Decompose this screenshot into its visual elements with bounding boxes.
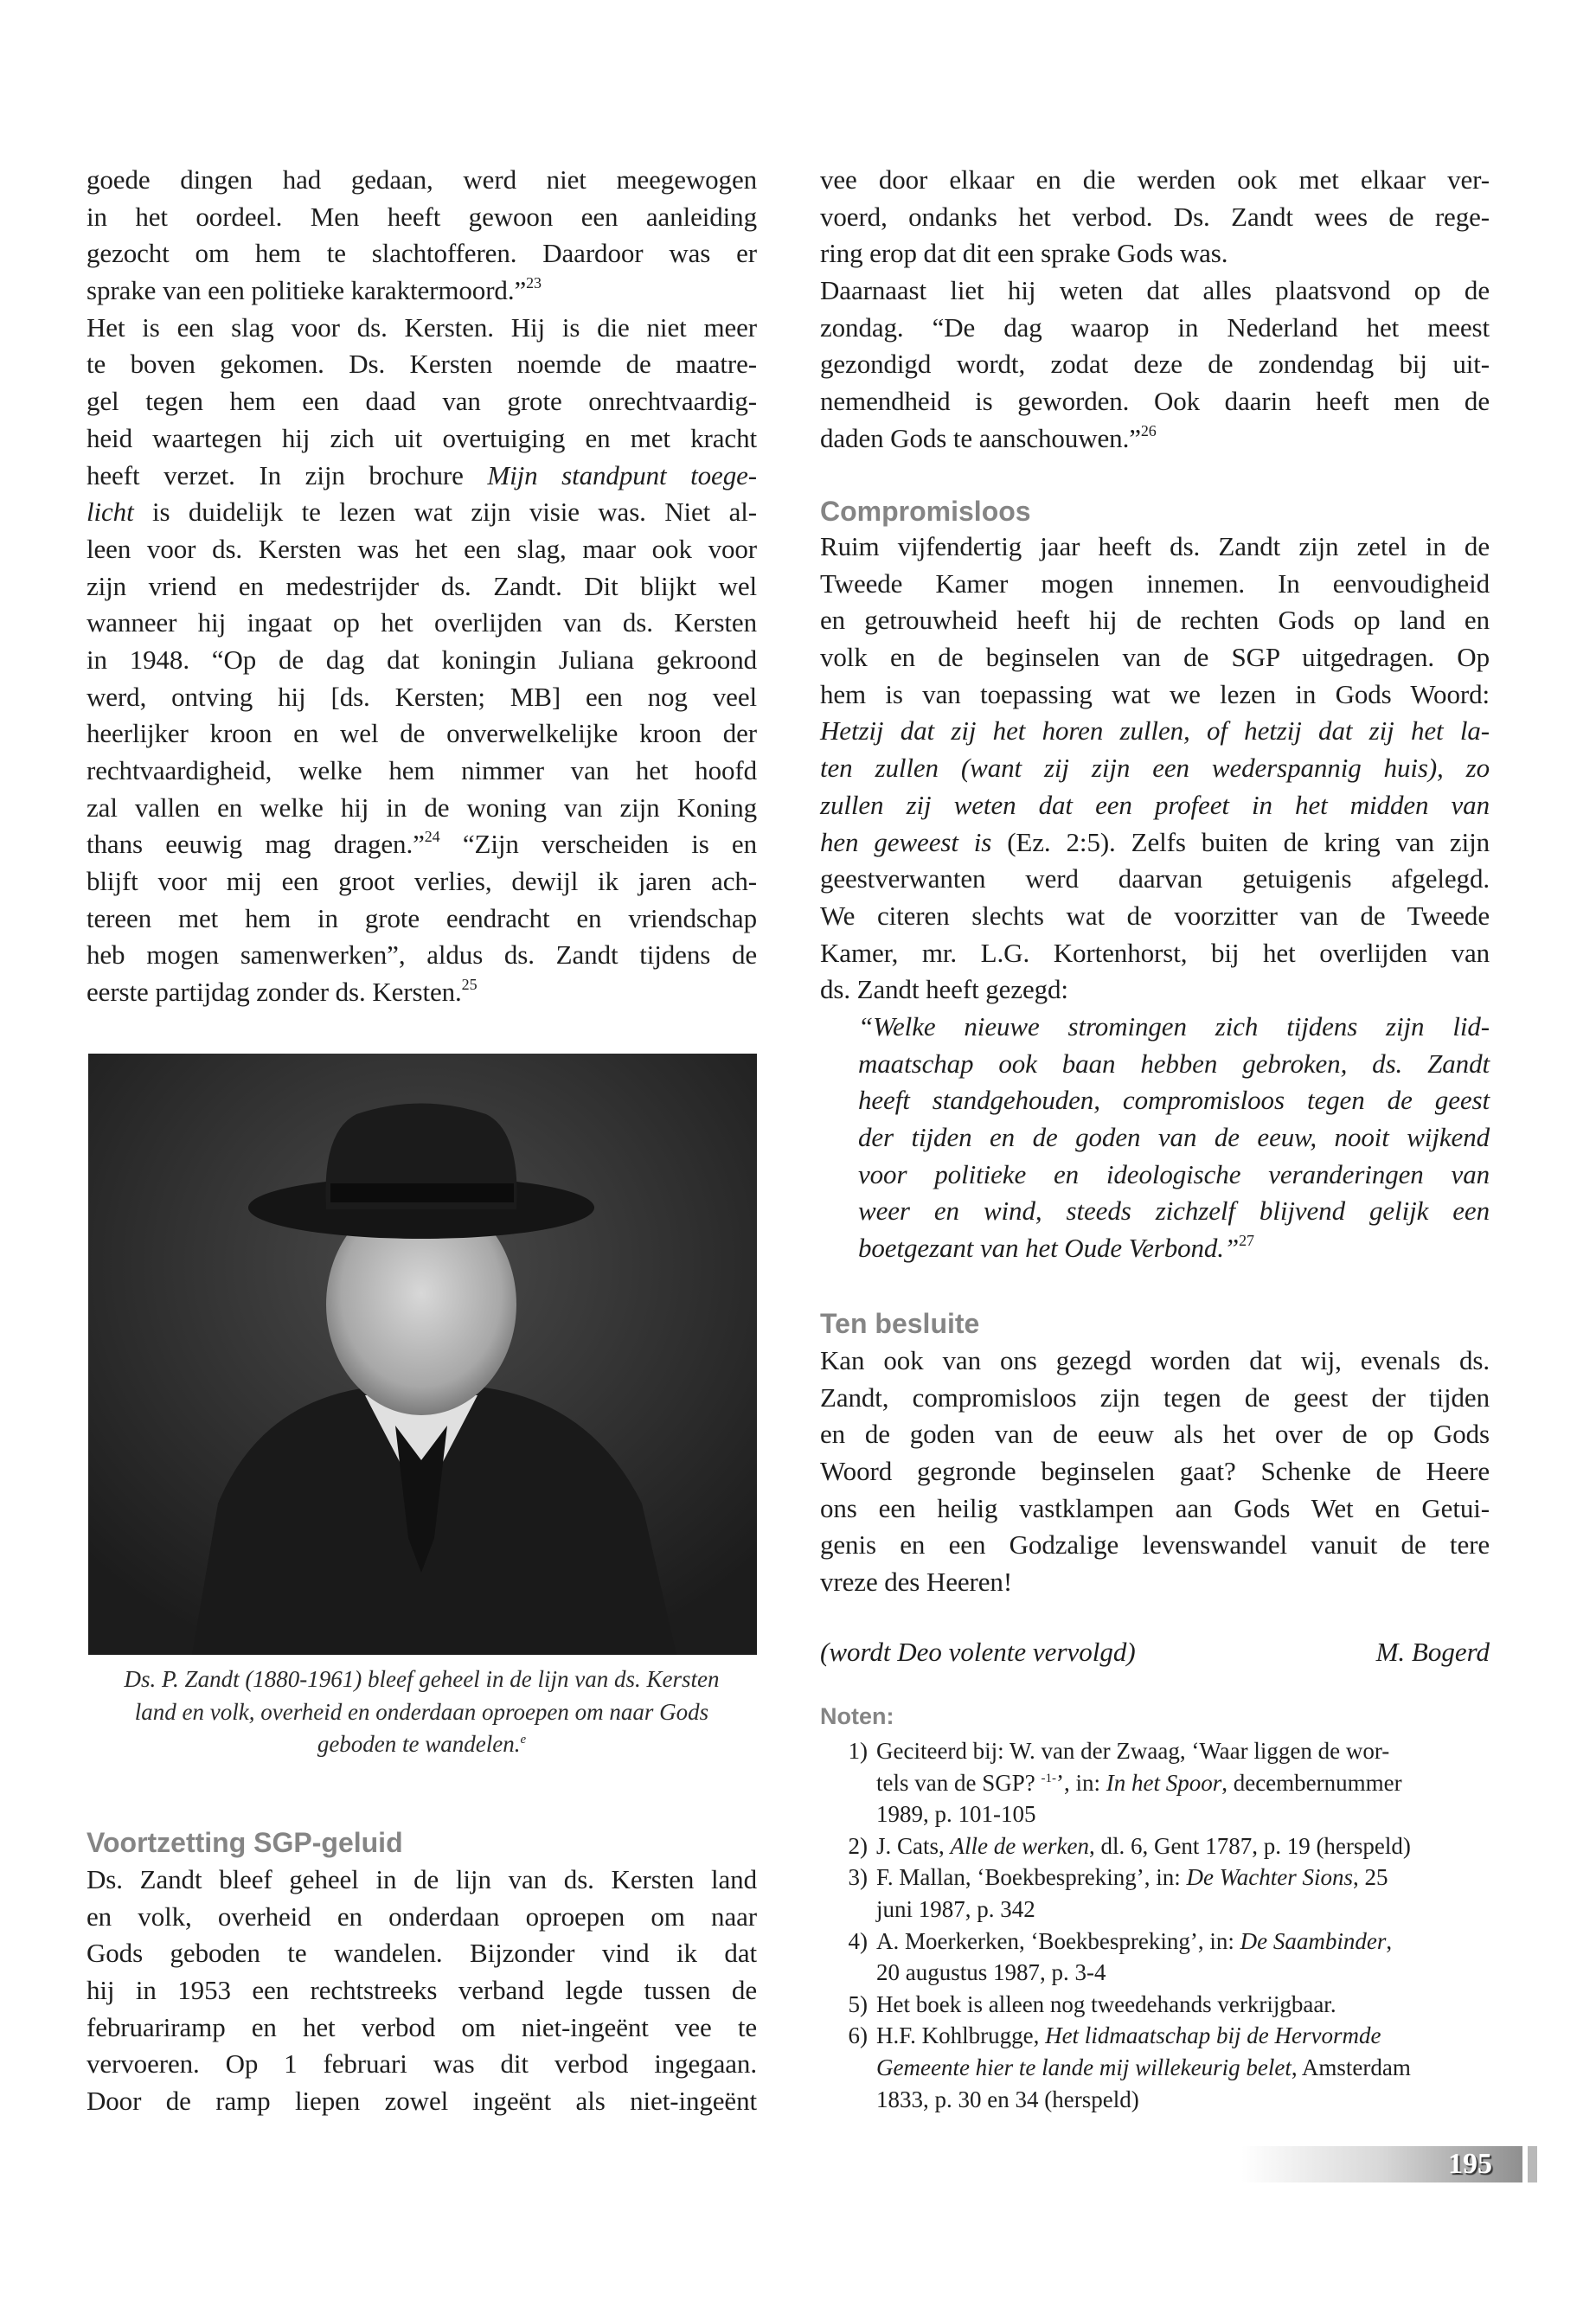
text-line — [876, 2022, 1381, 2048]
text-line — [87, 162, 757, 199]
text-segment: der tijden en de goden van de eeuw, nooit wijkend — [858, 1122, 1490, 1153]
footnote-ref: 23 — [526, 274, 542, 292]
section-heading-ten-besluite: Ten besluite — [820, 1308, 980, 1339]
compromisloos-body-text — [820, 529, 1490, 1009]
note-item — [820, 1862, 1490, 1894]
text-segment: juni 1987, p. 342 — [876, 1895, 1035, 1922]
note-number — [820, 1957, 868, 1989]
text-segment: boetgezant van het Oude Verbond.” — [858, 1233, 1240, 1264]
text-line — [820, 713, 1490, 750]
text-segment: gel tegen hem een daad van grote onrechtvaardig- — [87, 386, 757, 417]
text-line — [858, 1230, 1490, 1267]
paragraph — [87, 310, 757, 1011]
text-segment: zal vallen en welke hij in de woning van zijn Koning — [87, 792, 757, 823]
text-segment: rechtvaardigheid, welke hem nimmer van het hoofd — [87, 755, 757, 785]
author-name: M. Bogerd — [1375, 1637, 1490, 1667]
text-line — [87, 2046, 757, 2083]
text-line — [820, 1416, 1490, 1453]
text-segment: maatschap ook baan hebben gebroken, ds. Zandt — [858, 1048, 1490, 1079]
text-segment: Alle de werken — [950, 1832, 1089, 1859]
text-segment: zullen zij weten dat een profeet in het midden van — [820, 789, 1490, 820]
text-segment: Daarnaast liet hij weten dat alles plaatsvond op de — [820, 275, 1490, 306]
text-segment: goede dingen had gedaan, werd niet meegewogen — [87, 164, 757, 195]
note-number: 4) — [848, 1927, 868, 1954]
text-segment: heid waartegen hij zich uit overtuiging en met kracht — [87, 422, 757, 453]
ten-besluite-body-text — [820, 1343, 1490, 1601]
text-segment: J. Cats, — [876, 1832, 951, 1859]
text-segment: hem is van toepassing wat we lezen in Gods Woord: — [820, 678, 1490, 709]
note-number — [820, 2084, 868, 2116]
note-number: 2) — [848, 1832, 868, 1859]
note-item — [820, 1735, 1490, 1767]
text-line — [87, 642, 757, 679]
caption-line: Ds. P. Zandt (1880-1961) bleef geheel in de lijn van ds. Kersten — [124, 1666, 720, 1692]
text-line — [876, 1928, 1392, 1954]
text-segment: thans eeuwig mag dragen.” — [87, 829, 425, 860]
footnote-ref: 25 — [461, 976, 478, 994]
text-line — [87, 826, 757, 863]
text-segment: Het lidmaatschap bij de Hervormde — [1045, 2022, 1381, 2049]
text-line — [820, 1453, 1490, 1490]
note-text — [868, 2084, 1490, 2116]
text-line — [820, 861, 1490, 898]
note-item — [820, 1926, 1490, 1958]
caption-footnote-ref: e — [520, 1733, 527, 1747]
text-segment: heerlijker kroon en wel de onverwelkelijke kroon der — [87, 718, 757, 749]
note-item — [820, 1830, 1490, 1862]
text-segment: hen geweest is — [820, 826, 992, 857]
text-line — [87, 420, 757, 458]
text-line — [820, 1490, 1490, 1528]
note-text — [868, 1957, 1490, 1989]
voortzetting-body-text — [87, 1862, 757, 2120]
note-item — [820, 2052, 1490, 2084]
section-heading-voortzetting: Voortzetting SGP-geluid — [87, 1827, 403, 1858]
text-line — [820, 235, 1490, 272]
page-number: 195 — [1448, 2148, 1492, 2180]
note-item — [820, 1798, 1490, 1830]
caption-line: geboden te wandelen. — [317, 1731, 521, 1758]
to-be-continued: (wordt Deo volente vervolgd) — [820, 1637, 1136, 1667]
text-segment: nemendheid is geworden. Ook daarin heeft men de — [820, 386, 1490, 417]
text-segment: Geciteerd bij: W. van der Zwaag, ‘Waar liggen de wor- — [876, 1738, 1390, 1764]
text-line — [87, 494, 757, 531]
text-segment: vervoeren. Op 1 februari was dit verbod ingegaan. — [87, 2048, 757, 2080]
note-item — [820, 1894, 1490, 1926]
text-segment: , 25 — [1353, 1864, 1388, 1891]
note-text — [868, 2020, 1490, 2052]
text-segment: februariramp en het verbod om niet-ingeënt vee te — [87, 2011, 757, 2042]
note-number — [820, 1894, 868, 1926]
text-segment: daden Gods te aanschouwen.” — [820, 422, 1141, 453]
text-segment: zondag. “De dag waarop in Nederland het meest — [820, 311, 1490, 343]
text-segment: heb mogen samenwerken”, aldus ds. Zandt tijdens de — [87, 939, 757, 971]
text-segment: We citeren slechts wat de voorzitter van de Tweede — [820, 900, 1490, 931]
text-segment: heeft standgehouden, compromisloos tegen de geest — [858, 1085, 1490, 1116]
text-segment: gezocht om hem te slachtofferen. Daardoor was er — [87, 238, 757, 269]
footnote-ref: 26 — [1140, 421, 1157, 439]
text-segment: Het boek is alleen nog tweedehands verkrijgbaar. — [876, 1990, 1336, 2017]
notes-list — [820, 1735, 1490, 2115]
text-segment: geestverwanten werd daarvan getuigenis afgelegd. — [820, 863, 1490, 894]
text-segment: “Welke nieuwe stromingen zich tijdens zijn lid- — [858, 1011, 1490, 1042]
caption-line: land en volk, overheid en onderdaan oproepen om naar Gods — [134, 1698, 709, 1725]
text-line — [87, 531, 757, 568]
text-segment: in 1948. “Op de dag dat koningin Juliana gekroond — [87, 644, 757, 675]
text-segment: sprake van een politieke karaktermoord.” — [87, 275, 527, 306]
footnote-ref: -1- — [1041, 1771, 1056, 1785]
text-segment: ten zullen (want zij zijn een wederspannig huis), zo — [820, 753, 1490, 784]
text-line — [87, 1899, 757, 1936]
text-line — [820, 1564, 1490, 1601]
text-line — [87, 199, 757, 236]
text-line — [87, 679, 757, 716]
text-line — [820, 639, 1490, 676]
text-segment: In het Spoor — [1106, 1769, 1222, 1796]
page-bar-accent — [1528, 2146, 1537, 2182]
section-heading-compromisloos: Compromisloos — [820, 496, 1031, 527]
text-line — [876, 1833, 1411, 1859]
text-segment: De Wachter Sions — [1186, 1864, 1354, 1891]
text-line — [858, 1082, 1490, 1119]
text-segment: zijn vriend en medestrijder ds. Zandt. Dit blijkt wel — [87, 570, 757, 601]
text-segment: Gods geboden te wandelen. Bijzonder vind ik dat — [87, 1938, 757, 1969]
note-number: 3) — [848, 1864, 868, 1891]
note-text — [868, 1894, 1490, 1926]
text-segment: (Ez. 2:5). Zelfs buiten de kring van zijn — [991, 826, 1490, 857]
text-segment: ds. Zandt heeft gezegd: — [820, 974, 1068, 1005]
page-number-bar — [1241, 2146, 1522, 2182]
text-segment: eerste partijdag zonder ds. Kersten. — [87, 977, 462, 1008]
text-segment: 1833, p. 30 en 34 (herspeld) — [876, 2086, 1139, 2112]
text-line — [87, 863, 757, 901]
text-line — [820, 750, 1490, 787]
text-segment: te boven gekomen. Ds. Kersten noemde de maatre- — [87, 349, 757, 380]
text-line — [876, 2054, 1411, 2080]
text-line — [820, 898, 1490, 935]
portrait-image — [88, 1054, 757, 1655]
note-number: 1) — [848, 1738, 868, 1764]
text-segment: Het is een slag voor ds. Kersten. Hij is die niet meer — [87, 311, 757, 343]
paragraph — [820, 162, 1490, 272]
text-line — [876, 1801, 1036, 1827]
text-line — [87, 235, 757, 272]
text-segment: blijft voor mij een groot verlies, dewijl ik jaren ach- — [87, 866, 757, 897]
text-segment: Mijn standpunt toege- — [487, 459, 757, 490]
text-line — [87, 2009, 757, 2047]
text-line — [820, 676, 1490, 714]
text-segment: in het oordeel. Men heeft gewoon een aanleiding — [87, 201, 757, 232]
text-line — [820, 971, 1490, 1009]
text-segment: Zandt, compromisloos zijn tegen de geest der tijden — [820, 1381, 1490, 1413]
text-segment: Kan ook van ons gezegd worden dat wij, evenals ds. — [820, 1345, 1490, 1375]
text-segment: H.F. Kohlbrugge, — [876, 2022, 1046, 2049]
text-segment: en getrouwheid heeft hij de rechten Gods op land en — [820, 605, 1490, 636]
text-line — [820, 529, 1490, 566]
text-segment: voor politieke en ideologische veranderingen van — [858, 1158, 1490, 1189]
text-line — [820, 1527, 1490, 1564]
text-line — [87, 2083, 757, 2120]
text-line — [87, 568, 757, 606]
text-line — [820, 1380, 1490, 1417]
right-body-text — [820, 162, 1490, 458]
text-segment: vreze des Heeren! — [820, 1567, 1013, 1598]
text-segment: Tweede Kamer mogen innemen. In eenvoudigheid — [820, 567, 1490, 599]
note-text — [868, 1989, 1490, 2021]
text-line — [876, 1738, 1389, 1764]
kortenhorst-quote — [858, 1009, 1490, 1267]
text-segment: ’, in: — [1055, 1769, 1106, 1796]
text-line — [87, 937, 757, 974]
paragraph — [87, 1862, 757, 2120]
text-line — [820, 420, 1490, 458]
text-segment: Hetzij dat zij het horen zullen, of hetzij dat zij het la- — [820, 715, 1490, 747]
text-line — [858, 1009, 1490, 1046]
text-segment: en volk, overheid en onderdaan oproepen om naar — [87, 1900, 757, 1932]
text-line — [87, 715, 757, 753]
left-body-text — [87, 162, 757, 1011]
text-segment: 20 augustus 1987, p. 3-4 — [876, 1959, 1106, 1986]
notes-heading: Noten: — [820, 1703, 894, 1729]
text-line — [820, 383, 1490, 420]
paragraph — [87, 162, 757, 310]
text-segment: Gemeente hier te lande mij willekeurig belet — [876, 2054, 1292, 2080]
text-segment: gezondigd wordt, zodat deze de zondendag bij uit- — [820, 349, 1490, 380]
text-line — [820, 346, 1490, 383]
note-number — [820, 1798, 868, 1830]
text-line — [858, 1119, 1490, 1157]
text-line — [820, 824, 1490, 862]
note-text — [868, 1830, 1490, 1862]
text-segment: , Amsterdam — [1291, 2054, 1411, 2080]
note-number: 5) — [848, 1990, 868, 2017]
text-segment: F. Mallan, ‘Boekbespreking’, in: — [876, 1864, 1187, 1891]
text-segment: werd, ontving hij [ds. Kersten; MB] een nog veel — [87, 681, 757, 712]
text-segment: Door de ramp liepen zowel ingeënt als niet-ingeënt — [87, 2086, 757, 2117]
text-segment: vee door elkaar en die werden ook met elkaar ver- — [820, 164, 1490, 195]
text-segment: , — [1386, 1927, 1393, 1954]
text-line — [87, 1972, 757, 2009]
text-segment: , dl. 6, Gent 1787, p. 19 (herspeld) — [1088, 1832, 1411, 1859]
paragraph — [820, 529, 1490, 1009]
text-line — [87, 1935, 757, 1972]
photo-caption — [87, 1663, 757, 1761]
text-segment: A. Moerkerken, ‘Boekbespreking’, in: — [876, 1927, 1240, 1954]
text-segment: Ruim vijfendertig jaar heeft ds. Zandt zijn zetel in de — [820, 531, 1490, 561]
note-text — [868, 1862, 1490, 1894]
text-line — [858, 1193, 1490, 1230]
text-line — [820, 162, 1490, 199]
note-text — [868, 1926, 1490, 1958]
text-line — [87, 458, 757, 495]
text-line — [876, 1864, 1388, 1890]
text-segment: wanneer hij ingaat op het overlijden van ds. Kersten — [87, 607, 757, 638]
note-text — [868, 1735, 1490, 1767]
portrait-photo — [88, 1054, 757, 1655]
paragraph — [858, 1009, 1490, 1267]
note-number — [820, 1767, 868, 1799]
text-line — [87, 974, 757, 1011]
paragraph — [820, 272, 1490, 457]
text-line — [820, 1343, 1490, 1380]
text-line — [87, 310, 757, 347]
text-segment: ons een heilig vastklampen aan Gods Wet en Getui- — [820, 1492, 1490, 1523]
text-line — [820, 787, 1490, 824]
text-line — [87, 383, 757, 420]
text-segment: tereen met hem in grote eendracht en vriendschap — [87, 902, 757, 933]
text-segment: Woord gegronde beginselen gaat? Schenke de Heere — [820, 1456, 1490, 1487]
text-segment: tels van de SGP? — [876, 1769, 1042, 1796]
text-segment: voerd, ondanks het verbod. Ds. Zandt wees de rege- — [820, 201, 1490, 232]
text-segment: “Zijn verscheiden is en — [439, 829, 757, 860]
text-line — [858, 1157, 1490, 1194]
text-line — [858, 1046, 1490, 1083]
text-segment: ring erop dat dit een sprake Gods was. — [820, 238, 1228, 269]
text-segment: en de goden van de eeuw als het over de op Gods — [820, 1419, 1490, 1450]
note-item — [820, 2084, 1490, 2116]
text-line — [876, 1770, 1402, 1796]
text-line — [87, 790, 757, 827]
text-line — [820, 199, 1490, 236]
note-text — [868, 1767, 1490, 1799]
signature-row — [820, 1633, 1490, 1671]
footnote-ref: 24 — [424, 828, 440, 846]
text-segment: leen voor ds. Kersten was het een slag, maar ook voor — [87, 533, 757, 564]
text-segment: genis en een Godzalige levenswandel vanuit de tere — [820, 1529, 1490, 1561]
text-segment: weer en wind, steeds zichzelf blijvend gelijk een — [858, 1195, 1490, 1227]
text-line — [820, 310, 1490, 347]
note-item — [820, 1767, 1490, 1799]
note-item — [820, 2020, 1490, 2052]
text-line — [87, 346, 757, 383]
note-number: 6) — [848, 2022, 868, 2049]
paragraph — [820, 1343, 1490, 1601]
text-line — [820, 566, 1490, 603]
text-segment: Ds. Zandt bleef geheel in de lijn van ds. Kersten land — [87, 1864, 757, 1894]
text-line — [87, 272, 757, 310]
text-line — [820, 272, 1490, 310]
footnote-ref: 27 — [1239, 1232, 1254, 1250]
text-segment: Kamer, mr. L.G. Kortenhorst, bij het overlijden van — [820, 937, 1490, 968]
note-number — [820, 2052, 868, 2084]
note-text — [868, 1798, 1490, 1830]
text-segment: 1989, p. 101-105 — [876, 1801, 1036, 1828]
text-line — [87, 901, 757, 938]
note-item — [820, 1957, 1490, 1989]
text-line — [876, 1991, 1336, 2017]
text-segment: hij in 1953 een rechtstreeks verband legde tussen de — [87, 1975, 757, 2006]
text-line — [876, 1959, 1106, 1985]
note-item — [820, 1989, 1490, 2021]
text-segment: licht — [87, 497, 134, 528]
text-segment: is duidelijk te lezen wat zijn visie was. Niet al- — [133, 497, 757, 528]
text-segment: , decembernummer — [1221, 1769, 1402, 1796]
text-segment: volk en de beginselen van de SGP uitgedragen. Op — [820, 642, 1490, 673]
text-line — [820, 935, 1490, 972]
text-line — [87, 753, 757, 790]
text-segment: heeft verzet. In zijn brochure — [87, 459, 488, 490]
note-text — [868, 2052, 1490, 2084]
text-line — [820, 602, 1490, 639]
text-line — [876, 2086, 1139, 2112]
text-line — [87, 605, 757, 642]
text-line — [876, 1896, 1035, 1922]
text-segment: De Saambinder — [1240, 1927, 1387, 1954]
text-line — [87, 1862, 757, 1899]
